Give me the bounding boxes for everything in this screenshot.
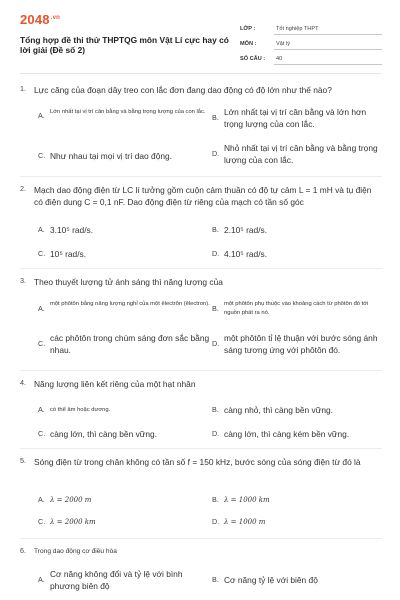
option-text: λ = 2000 km [50,518,96,526]
option-letter: D. [212,149,220,158]
option-letter: A. [38,575,45,584]
question-4 [20,378,382,446]
meta-row-count [240,52,382,67]
meta-underline [274,64,382,65]
meta-value: Tốt nghiệp THPT [276,26,319,32]
option-letter: C. [38,151,46,160]
option-c[interactable] [38,248,208,260]
option-letter: B. [212,225,219,234]
option-text: Lớn nhất tại vị trí cân bằng và lớn hơn trọng lượng của con lắc. [224,107,367,129]
option-text: Như nhau tại mọi vị trí dao động. [50,151,172,161]
option-a[interactable] [38,406,208,415]
option-text: Cơ năng tỷ lệ với biên độ [224,575,318,585]
question-text: Lực căng của đoạn dây treo con lắc đơn đang dao động có độ lớn như thế nào? [34,85,332,95]
question-2 [20,184,382,268]
option-letter: B. [212,575,219,584]
meta-underline [274,49,382,50]
option-letter: D. [212,339,220,348]
meta-row-subject [240,37,382,52]
meta-value: 40 [276,56,283,62]
option-b[interactable] [212,404,380,416]
option-b[interactable] [212,574,380,586]
question-text: Trong dao động cơ điều hòa [34,548,117,555]
option-a[interactable] [38,494,208,506]
option-c[interactable] [38,516,208,528]
option-letter: A. [38,111,45,120]
option-letter: C. [38,517,46,526]
option-text: Cơ năng không đổi và tỷ lệ với bình phương biên độ [50,569,183,591]
option-text: λ = 2000 m [50,496,92,504]
meta-label: LỚP : [240,26,256,32]
meta-underline [274,34,382,35]
meta-label: SỐ CÂU : [240,56,266,62]
option-letter: C. [38,339,46,348]
question-number: 3. [20,276,26,285]
question-5 [20,456,382,536]
question-number: 2. [20,184,26,193]
question-number: 5. [20,456,26,465]
option-d[interactable] [212,516,380,528]
logo-suffix: .vn [50,14,61,21]
option-text: 10⁵ rad/s. [50,249,87,259]
option-letter: A. [38,225,45,234]
option-letter: D. [212,429,220,438]
option-c[interactable] [38,332,210,356]
question-number: 6. [20,546,26,555]
question-separator [20,176,382,177]
question-6 [20,546,382,600]
option-text: Nhỏ nhất tại vị trí cân bằng và bằng trọng lượng của con lắc. [224,143,378,165]
option-b[interactable] [212,494,380,506]
option-letter: D. [212,517,220,526]
question-separator [20,268,382,269]
header [20,12,382,72]
question-separator [20,448,382,449]
logo-text: 2048 [20,12,50,27]
option-text: λ = 1000 km [224,496,270,504]
question-text: Sóng điện từ trong chân không có tần số f = 150 kHz, bước sóng của sóng điện từ đó là [34,457,361,467]
option-letter: B. [212,113,219,122]
meta-row-class [240,22,382,37]
meta-value: Vật lý [276,41,290,47]
option-text: 3.10⁵ rad/s. [50,225,94,235]
option-letter: A. [38,304,45,313]
option-text: 4.10⁵ rad/s. [224,249,268,259]
question-text: Mạch dao động điện từ LC lí tưởng gồm cuộn cảm thuần có độ tự cảm L = 1 mH và tụ điện có điện dung C = 0,1 nF. Dao động điện từ riêng của mạch có tần số góc [34,185,372,207]
meta-fields [240,22,382,67]
option-letter: A. [38,405,45,414]
option-d[interactable] [212,332,380,356]
option-letter: A. [38,495,45,504]
option-letter: B. [212,405,219,414]
option-a[interactable] [38,224,208,236]
option-text: 2.10⁵ rad/s. [224,225,268,235]
option-letter: B. [212,304,219,313]
question-1 [20,84,382,174]
meta-label: MÔN : [240,41,257,47]
option-text: càng lớn, thì càng bền vững. [50,429,158,439]
question-text: Năng lượng liên kết riêng của một hạt nhân [34,379,196,389]
option-text: Lớn nhất tại vị trí cân bằng và bằng trọng lượng của con lắc. [50,109,206,115]
option-a[interactable] [38,568,210,592]
option-text: λ = 1000 m [224,518,266,526]
option-letter: C. [38,249,46,258]
option-text: một phôtôn phụ thuộc vào khoảng cách từ phôtôn đó tới nguồn phát ra nó. [224,301,369,316]
option-a[interactable] [38,108,208,120]
option-d[interactable] [212,428,380,440]
option-b[interactable] [212,224,380,236]
option-b[interactable] [212,300,380,318]
question-3 [20,276,382,368]
option-text: càng nhỏ, thì càng bền vững. [224,405,333,415]
option-d[interactable] [212,142,380,166]
option-letter: B. [212,495,219,504]
option-c[interactable] [38,428,208,440]
option-text: các phôtôn trong chùm sáng đơn sắc bằng nhau. [50,333,210,355]
option-c[interactable] [38,150,210,162]
question-text: Theo thuyết lượng tử ánh sáng thì năng lượng của [34,277,223,287]
option-letter: C. [38,429,46,438]
option-text: càng lớn, thì càng kém bền vững. [224,429,350,439]
question-number: 1. [20,84,26,93]
option-a[interactable] [38,300,210,313]
question-separator [20,538,382,539]
option-d[interactable] [212,248,380,260]
option-b[interactable] [212,106,380,130]
option-letter: D. [212,249,220,258]
header-divider [20,73,382,74]
question-separator [20,370,382,371]
option-text: một phôtôn bằng năng lượng nghỉ của một êlectrôn (êlectron). [50,301,210,307]
page-title: Tổng hợp đề thi thử THPTQG môn Vật Lí cực hay có lời giải (Đề số 2) [20,35,229,55]
site-logo[interactable] [20,12,60,27]
question-number: 4. [20,378,26,387]
option-text: một phôtôn tỉ lệ thuận với bước sóng ánh sáng tương ứng với phôtôn đó. [224,333,378,355]
option-text: có thể âm hoặc dương. [50,407,111,413]
